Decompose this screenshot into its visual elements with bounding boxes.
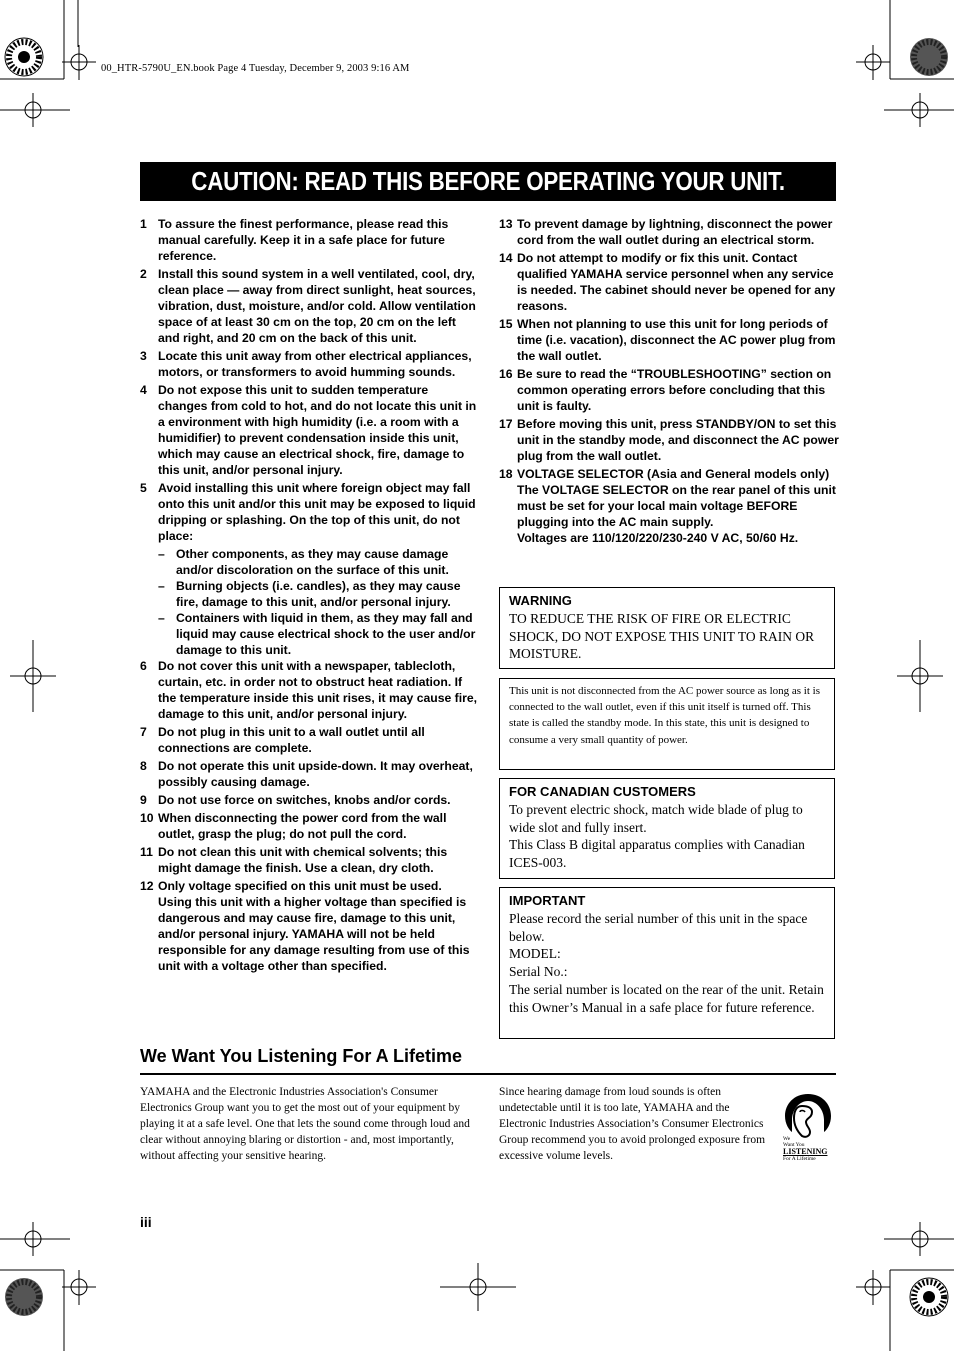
sub-list-dash: – <box>158 579 165 593</box>
canadian-line-2: This Class B digital apparatus complies with Canadian ICES-003. <box>509 837 805 871</box>
voltage-selector-values: Voltages are 110/120/220/230-240 V AC, 50/60 Hz. <box>517 531 799 545</box>
list-item-number: 15 <box>499 317 513 331</box>
lifetime-paragraph-2: Since hearing damage from loud sounds is often undetectable until it is too late, YAMAHA and the Electronic Industries Association’s Consumer Electronics Group recommend you to avoid prolonged exposure from excessive volume levels. <box>499 1086 766 1162</box>
list-item-text: Do not expose this unit to sudden temperature changes from cold to hot, and do not locate this unit in a environment with high humidity (i.e. a room with a humidifier) to prevent condensation inside this unit, which may cause an electrical shock, fire, damage to this unit, and/or personal injury. <box>158 383 477 477</box>
list-item <box>499 466 839 546</box>
lifetime-section-title: We Want You Listening For A Lifetime <box>140 1046 463 1066</box>
important-line-2: The serial number is located on the rear of the unit. Retain this Owner’s Manual in a safe place for future reference. <box>509 981 824 1015</box>
warning-box <box>499 587 835 669</box>
important-box <box>499 887 835 1039</box>
list-item-number: 11 <box>140 845 153 859</box>
list-item-text: Locate this unit away from other electrical appliances, motors, or transformers to avoid humming sounds. <box>158 349 472 379</box>
list-item <box>140 810 478 842</box>
list-item-text: Do not use force on switches, knobs and/or cords. <box>158 793 451 807</box>
list-item-text: Be sure to read the “TROUBLESHOOTING” section on common operating errors before concluding that this unit is faulty. <box>517 367 832 413</box>
list-item-number: 13 <box>499 217 513 231</box>
list-item-text: Only voltage specified on this unit must be used. Using this unit with a higher voltage than specified is dangerous and may cause fire, damage to this unit, and/or personal injury. YAMAHA will not be held responsible for any damage resulting from use of this unit with a voltage other than specified. <box>158 879 470 973</box>
file-info-header: 00_HTR-5790U_EN.book Page 4 Tuesday, December 9, 2003 9:16 AM <box>101 63 410 74</box>
warning-body: TO REDUCE THE RISK OF FIRE OR ELECTRIC SHOCK, DO NOT EXPOSE THIS UNIT TO RAIN OR MOISTURE. <box>509 611 815 662</box>
list-item-number: 7 <box>140 725 147 739</box>
list-item <box>140 480 478 544</box>
logo-line-2: Want You <box>783 1142 805 1148</box>
list-item-text: To assure the finest performance, please read this manual carefully. Keep it in a safe place for future reference. <box>158 217 449 263</box>
list-item <box>140 724 478 756</box>
caution-banner-title: CAUTION: READ THIS BEFORE OPERATING YOUR UNIT. <box>191 166 785 196</box>
list-item <box>499 316 839 364</box>
logo-line-3: LISTENING <box>783 1147 828 1156</box>
list-item-number: 2 <box>140 267 147 281</box>
list-item <box>499 216 839 248</box>
list-item-number: 14 <box>499 251 513 265</box>
canadian-title: FOR CANADIAN CUSTOMERS <box>509 784 696 799</box>
sub-list-text: Burning objects (i.e. candles), as they may cause fire, damage to this unit, and/or personal injury. <box>176 579 461 609</box>
list-item <box>140 844 478 876</box>
sub-list-dash: – <box>158 547 165 561</box>
voltage-selector-body: The VOLTAGE SELECTOR on the rear panel of this unit must be set for your local main voltage BEFORE plugging into the AC main supply. <box>517 483 836 529</box>
list-item-number: 4 <box>140 383 147 397</box>
list-item-number: 16 <box>499 367 513 381</box>
sub-list-item <box>140 546 478 578</box>
left-column <box>140 216 478 976</box>
list-item <box>140 382 478 478</box>
list-item-text: Install this sound system in a well ventilated, cool, dry, clean place — away from direct sunlight, heat sources, vibration, dust, moisture, and/or cold. Allow ventilation space of at least 30 cm on the top, 20 cm on the left and right, and 20 cm on the back of this unit. <box>158 267 476 345</box>
list-item-text: When not planning to use this unit for long periods of time (i.e. vacation), disconnect the AC power plug from the wall outlet. <box>517 317 836 363</box>
list-item <box>499 416 839 464</box>
list-item-text: Do not operate this unit upside-down. It may overheat, possibly causing damage. <box>158 759 473 789</box>
warning-title: WARNING <box>509 593 572 608</box>
list-item-number: 9 <box>140 793 147 807</box>
list-item-number: 8 <box>140 759 147 773</box>
sub-list-item <box>140 578 478 610</box>
list-item-number: 1 <box>140 217 147 231</box>
list-item <box>140 758 478 790</box>
page-number: iii <box>140 1214 152 1230</box>
listening-for-a-lifetime-logo <box>780 1090 836 1162</box>
sub-list-text: Containers with liquid in them, as they may fall and liquid may cause electrical shock to the user and/or damage to this unit. <box>176 611 476 657</box>
list-item <box>140 266 478 346</box>
canadian-customers-box <box>499 778 835 879</box>
list-item-text: Do not clean this unit with chemical solvents; this might damage the finish. Use a clean, dry cloth. <box>158 845 448 875</box>
sub-list-dash: – <box>158 611 165 625</box>
list-item <box>140 216 478 264</box>
list-item-text: Do not plug in this unit to a wall outlet until all connections are complete. <box>158 725 425 755</box>
list-item-text: To prevent damage by lightning, disconnect the power cord from the wall outlet during an electrical storm. <box>517 217 833 247</box>
list-item-number: 18 <box>499 467 513 481</box>
logo-line-1: We <box>783 1136 791 1142</box>
standby-note-text: This unit is not disconnected from the AC power source as long as it is connected to the wall outlet, even if this unit itself is turned off. This state is called the standby mode. In this state, this unit is designed to consume a very small quantity of power. <box>509 685 821 746</box>
important-title: IMPORTANT <box>509 893 586 908</box>
standby-note-box <box>499 678 835 770</box>
caution-banner <box>140 162 836 201</box>
important-line-1: Please record the serial number of this unit in the space below. <box>509 911 808 944</box>
list-item <box>140 878 478 974</box>
logo-line-4: For A Lifetime <box>783 1156 816 1162</box>
list-item-text: When disconnecting the power cord from the wall outlet, grasp the plug; do not pull the cord. <box>158 811 447 841</box>
list-item <box>140 658 478 722</box>
right-column <box>499 216 839 548</box>
list-item-number: 5 <box>140 481 147 495</box>
list-item <box>499 366 839 414</box>
section-divider <box>140 1073 836 1075</box>
voltage-selector-heading: VOLTAGE SELECTOR (Asia and General models only) <box>517 467 830 481</box>
list-item-number: 17 <box>499 417 513 431</box>
sub-list-item <box>140 610 478 658</box>
sub-list-text: Other components, as they may cause damage and/or discoloration on the surface of this unit. <box>176 547 449 577</box>
list-item-number: 6 <box>140 659 147 673</box>
list-item-number: 12 <box>140 879 154 893</box>
list-item <box>140 348 478 380</box>
list-item-text: Before moving this unit, press STANDBY/ON to set this unit in the standby mode, and disconnect the AC power plug from the wall outlet. <box>517 417 839 463</box>
list-item-number: 3 <box>140 349 147 363</box>
important-model: MODEL: <box>509 946 561 962</box>
lifetime-paragraph-1: YAMAHA and the Electronic Industries Association's Consumer Electronics Group want you to get the most out of your equipment by playing it at a safe level. One that lets the sound come through loud and clear without annoying blaring or distortion - and, most importantly, without affecting your sensitive hearing. <box>140 1086 470 1162</box>
list-item <box>140 792 478 808</box>
list-item <box>499 250 839 314</box>
ear-headphone-icon <box>780 1090 836 1140</box>
important-serial: Serial No.: <box>509 964 568 980</box>
list-item-text: Avoid installing this unit where foreign object may fall onto this unit and/or this unit may be exposed to liquid dripping or splashing. On the top of this unit, do not place: <box>158 481 476 543</box>
list-item-text: Do not attempt to modify or fix this unit. Contact qualified YAMAHA service personnel when any service is needed. The cabinet should never be opened for any reasons. <box>517 251 836 313</box>
canadian-line-1: To prevent electric shock, match wide blade of plug to wide slot and fully insert. <box>509 802 803 835</box>
list-item-text: Do not cover this unit with a newspaper, tablecloth, curtain, etc. in order not to obstruct heat radiation. If the temperature inside this unit rises, it may cause fire, damage to this unit, and/or personal injury. <box>158 659 478 721</box>
list-item-number: 10 <box>140 811 154 825</box>
